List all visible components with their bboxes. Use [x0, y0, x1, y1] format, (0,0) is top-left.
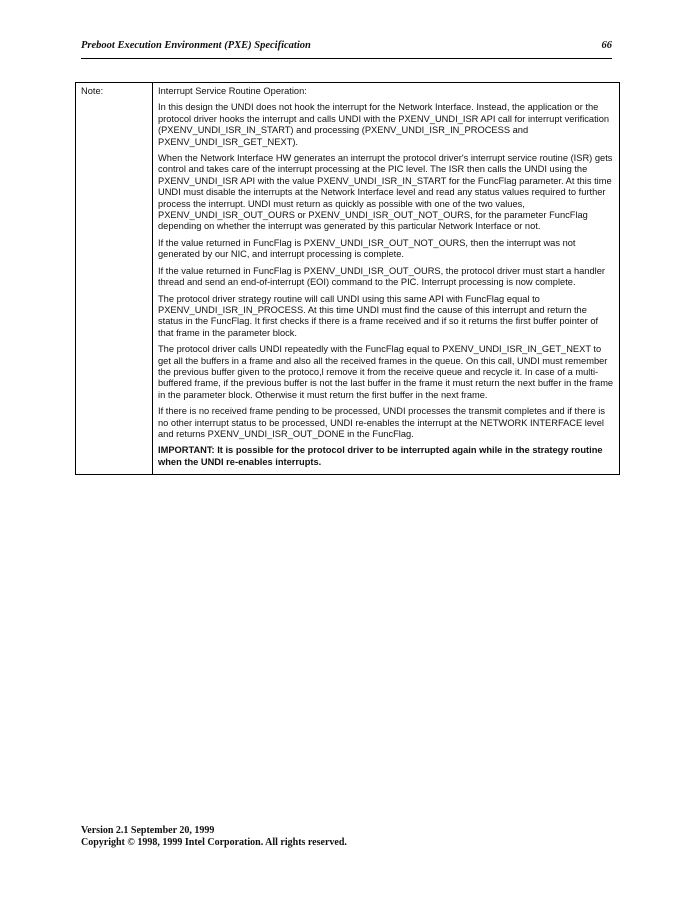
- note-paragraph-2: When the Network Interface HW generates an interrupt the protocol driver's interrupt service routine (ISR) gets control and takes care of the interrupt processing at the PIC level. The ISR then calls the UNDI using the PXENV_UNDI_ISR API with the value PXENV_UNDI_ISR_IN_START for the FuncFlag parameter. At this time UNDI must disable the interrupts at the Network Interface level and read any status values required to further process the interrupt. UNDI must return as quickly as possible with one of the two values, PXENV_UNDI_ISR_OUT_OURS or PXENV_UNDI_ISR_OUT_NOT_OURS, for the parameter FuncFlag depending on whether the interrupt was generated by this particular Network Interface or not.: [158, 153, 613, 232]
- header-rule: [81, 58, 612, 59]
- note-paragraph-7: If there is no received frame pending to be processed, UNDI processes the transmit completes and if there is no other interrupt status to be processed, UNDI re-enables the interrupt at the NETWORK INTERFACE level and returns PXENV_UNDI_ISR_OUT_DONE in the FuncFlag.: [158, 406, 605, 439]
- note-heading: Interrupt Service Routine Operation:: [158, 86, 307, 96]
- document-title: Preboot Execution Environment (PXE) Specification: [81, 40, 311, 51]
- note-table: [75, 82, 620, 475]
- version-line: Version 2.1 September 20, 1999: [81, 825, 215, 836]
- note-paragraph-6: The protocol driver calls UNDI repeatedly with the FuncFlag equal to PXENV_UNDI_ISR_IN_GET_NEXT to get all the buffers in a frame and also all the received frames in the queue. On this call, UNDI must remember the previous buffer given to the proto​co,l remove it from the receive queue and recycle it. In case of a multi-buffered frame, if the previous buffer is not the last buffer in the frame it must return the next buffer in the frame in the parameter block. Otherwise it must return the first buffer in the next frame.: [158, 344, 614, 400]
- note-content: [153, 83, 620, 475]
- note-paragraph-5: The protocol driver strategy routine will call UNDI using this same API with FuncFlag equal to PXENV_UNDI_ISR_IN_PROCESS. At this time UNDI must find the cause of this interrupt and return the status in the FuncFlag. It first checks if there is a frame received and if so it returns the first buffer pointer of that frame in the parameter block.: [158, 293, 599, 338]
- note-row: [76, 83, 620, 475]
- page-footer: [81, 825, 347, 850]
- note-paragraph-1: In this design the UNDI does not hook the interrupt for the Network Interface. Instead, the application or the protocol driver hooks the interrupt and calls UNDI with the PXENV_UNDI_ISR API call for interrupt verification (PXENV_UNDI_ISR_IN_START) and processing (PXENV_UNDI_ISR_IN_PROCESS and PXENV_UNDI_ISR_GET_NEXT).: [158, 102, 610, 147]
- note-paragraph-4: If the value returned in FuncFlag is PXENV_UNDI_ISR_OUT_OURS, the protocol driver must start a handler thread and send an end-of-interrupt (EOI) command to the PIC. Interrupt processing is now complete.: [158, 265, 605, 288]
- copyright-line: Copyright © 1998, 1999 Intel Corporation. All rights reserved.: [81, 837, 347, 849]
- important-notice: IMPORTANT: It is possible for the protocol driver to be interrupted again while in the strategy routine when the UNDI re-enables interrupts.: [158, 445, 603, 467]
- note-paragraph-3: If the value returned in FuncFlag is PXENV_UNDI_ISR_OUT_NOT_OURS, then the interrupt was not generated by our NIC, and interrupt processing is complete.: [158, 237, 576, 260]
- page-number: 66: [601, 40, 612, 51]
- note-label: Note:: [76, 83, 153, 475]
